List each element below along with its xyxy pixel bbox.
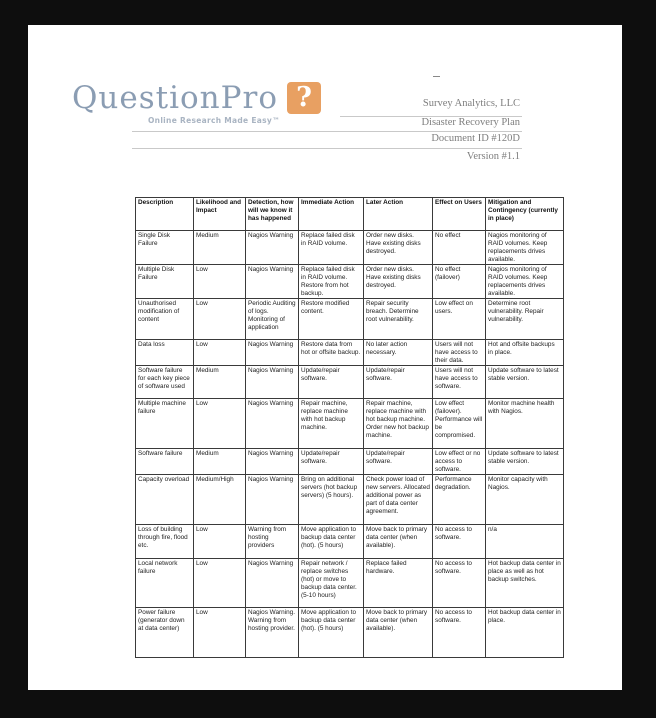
document-version: Version #1.1 — [466, 151, 520, 162]
table-cell: Medium — [194, 449, 246, 475]
table-cell: Software failure for each key piece of software used — [136, 366, 194, 399]
table-cell: Nagios Warning — [246, 449, 299, 475]
table-cell: Loss of building through fire, flood etc. — [136, 525, 194, 559]
table-cell: No effect (failover) — [433, 265, 486, 299]
table-cell: Nagios Warning — [246, 366, 299, 399]
table-cell: Nagios Warning. Warning from hosting provider. — [246, 608, 299, 658]
table-cell: Order new disks. Have existing disks destroyed. — [364, 265, 433, 299]
logo-wordmark: QuestionPro — [72, 80, 278, 116]
table-cell: Check power load of new servers. Allocated additional power as part of data center agreement. — [364, 475, 433, 525]
table-cell: Low — [194, 608, 246, 658]
table-cell: Users will not have access to software. — [433, 366, 486, 399]
column-header: Likelihood and Impact — [194, 198, 246, 231]
header-rule — [132, 131, 522, 132]
table-row — [136, 525, 564, 559]
column-header: Later Action — [364, 198, 433, 231]
table-cell: Unauthorised modification of content — [136, 299, 194, 340]
table-cell: Replace failed disk in RAID volume. Restore from hot backup. — [299, 265, 364, 299]
table-cell: Low — [194, 299, 246, 340]
table-cell: Monitor capacity with Nagios. — [486, 475, 564, 525]
table-cell: No effect — [433, 231, 486, 265]
table-cell: Capacity overload — [136, 475, 194, 525]
table-cell: Repair machine, replace machine with hot backup machine. — [299, 399, 364, 449]
table-cell: Low effect or no access to software. — [433, 449, 486, 475]
table-row — [136, 449, 564, 475]
table-cell: Move back to primary data center (when available). — [364, 525, 433, 559]
table-row — [136, 366, 564, 399]
document-id: Document ID #120D — [431, 133, 520, 144]
column-header: Effect on Users — [433, 198, 486, 231]
table-cell: No access to software. — [433, 525, 486, 559]
document-page — [28, 25, 622, 690]
table-cell: Low effect on users. — [433, 299, 486, 340]
table-cell: Medium/High — [194, 475, 246, 525]
table-row — [136, 399, 564, 449]
table-cell: Repair security breach. Determine root vulnerability. — [364, 299, 433, 340]
table-cell: Low — [194, 399, 246, 449]
column-header: Detection, how will we know it has happened — [246, 198, 299, 231]
recovery-plan-table — [135, 197, 564, 658]
table-cell: Update software to latest stable version. — [486, 366, 564, 399]
table-cell: Performance degradation. — [433, 475, 486, 525]
table-cell: Replace failed disk in RAID volume. — [299, 231, 364, 265]
table-cell: Nagios monitoring of RAID volumes. Keep replacements drives available. — [486, 265, 564, 299]
table-cell: Order new disks. Have existing disks destroyed. — [364, 231, 433, 265]
table-cell: Move application to backup data center (hot). (5 hours) — [299, 608, 364, 658]
table-cell: Repair network / replace switches (hot) or move to backup data center. (5-10 hours) — [299, 559, 364, 608]
table-row — [136, 608, 564, 658]
table-cell: Medium — [194, 366, 246, 399]
table-cell: Nagios Warning — [246, 265, 299, 299]
logo-question-icon: ? — [287, 82, 321, 114]
table-row — [136, 265, 564, 299]
table-cell: Update/repair software. — [364, 449, 433, 475]
header-tick-mark — [433, 76, 440, 77]
table-cell: Low — [194, 340, 246, 366]
table-cell: Low effect (failover). Performance will be compromised. — [433, 399, 486, 449]
column-header: Description — [136, 198, 194, 231]
logo-tagline: Online Research Made Easy™ — [148, 116, 280, 125]
table-cell: Periodic Auditing of logs. Monitoring of application — [246, 299, 299, 340]
table-cell: Move application to backup data center (hot). (5 hours) — [299, 525, 364, 559]
table-cell: Monitor machine health with Nagios. — [486, 399, 564, 449]
table-cell: Multiple machine failure — [136, 399, 194, 449]
table-cell: Update/repair software. — [299, 366, 364, 399]
table-cell: Determine root vulnerability. Repair vulnerability. — [486, 299, 564, 340]
table-cell: Hot backup data center in place. — [486, 608, 564, 658]
table-row — [136, 475, 564, 525]
header-rule — [132, 148, 522, 149]
table-cell: Nagios monitoring of RAID volumes. Keep replacements drives available. — [486, 231, 564, 265]
table-cell: n/a — [486, 525, 564, 559]
table-row — [136, 299, 564, 340]
table-cell: Nagios Warning — [246, 559, 299, 608]
table-cell: Medium — [194, 231, 246, 265]
table-cell: Hot and offsite backups in place. — [486, 340, 564, 366]
company-name: Survey Analytics, LLC — [422, 98, 520, 109]
table-cell: Move back to primary data center (when available). — [364, 608, 433, 658]
table-cell: Repair machine, replace machine with hot backup machine. Order new hot backup machine. — [364, 399, 433, 449]
table-cell: No access to software. — [433, 608, 486, 658]
plan-title: Disaster Recovery Plan — [421, 117, 520, 128]
table-cell: Users will not have access to their data. — [433, 340, 486, 366]
table-header-row — [136, 198, 564, 231]
table-cell: Nagios Warning — [246, 399, 299, 449]
table-cell: Nagios Warning — [246, 340, 299, 366]
table-row — [136, 559, 564, 608]
table-cell: Restore data from hot or offsite backup. — [299, 340, 364, 366]
table-row — [136, 231, 564, 265]
table-cell: Data loss — [136, 340, 194, 366]
table-cell: Warning from hosting providers — [246, 525, 299, 559]
table-cell: Low — [194, 265, 246, 299]
table-cell: Bring on additional servers (hot backup servers) (5 hours). — [299, 475, 364, 525]
column-header: Mitigation and Contingency (currently in place) — [486, 198, 564, 231]
table-cell: Update/repair software. — [299, 449, 364, 475]
table-cell: No later action necessary. — [364, 340, 433, 366]
table-cell: Hot backup data center in place as well as hot backup switches. — [486, 559, 564, 608]
table-cell: Nagios Warning — [246, 475, 299, 525]
table-row — [136, 340, 564, 366]
table-cell: Low — [194, 525, 246, 559]
table-cell: Restore modified content. — [299, 299, 364, 340]
table-cell: No access to software. — [433, 559, 486, 608]
table-cell: Replace failed hardware. — [364, 559, 433, 608]
table-cell: Low — [194, 559, 246, 608]
table-cell: Update/repair software. — [364, 366, 433, 399]
column-header: Immediate Action — [299, 198, 364, 231]
table-cell: Local network failure — [136, 559, 194, 608]
table-cell: Software failure — [136, 449, 194, 475]
table-cell: Nagios Warning — [246, 231, 299, 265]
table-cell: Multiple Disk Failure — [136, 265, 194, 299]
table-cell: Update software to latest stable version. — [486, 449, 564, 475]
table-cell: Power failure (generator down at data center) — [136, 608, 194, 658]
table-cell: Single Disk Failure — [136, 231, 194, 265]
